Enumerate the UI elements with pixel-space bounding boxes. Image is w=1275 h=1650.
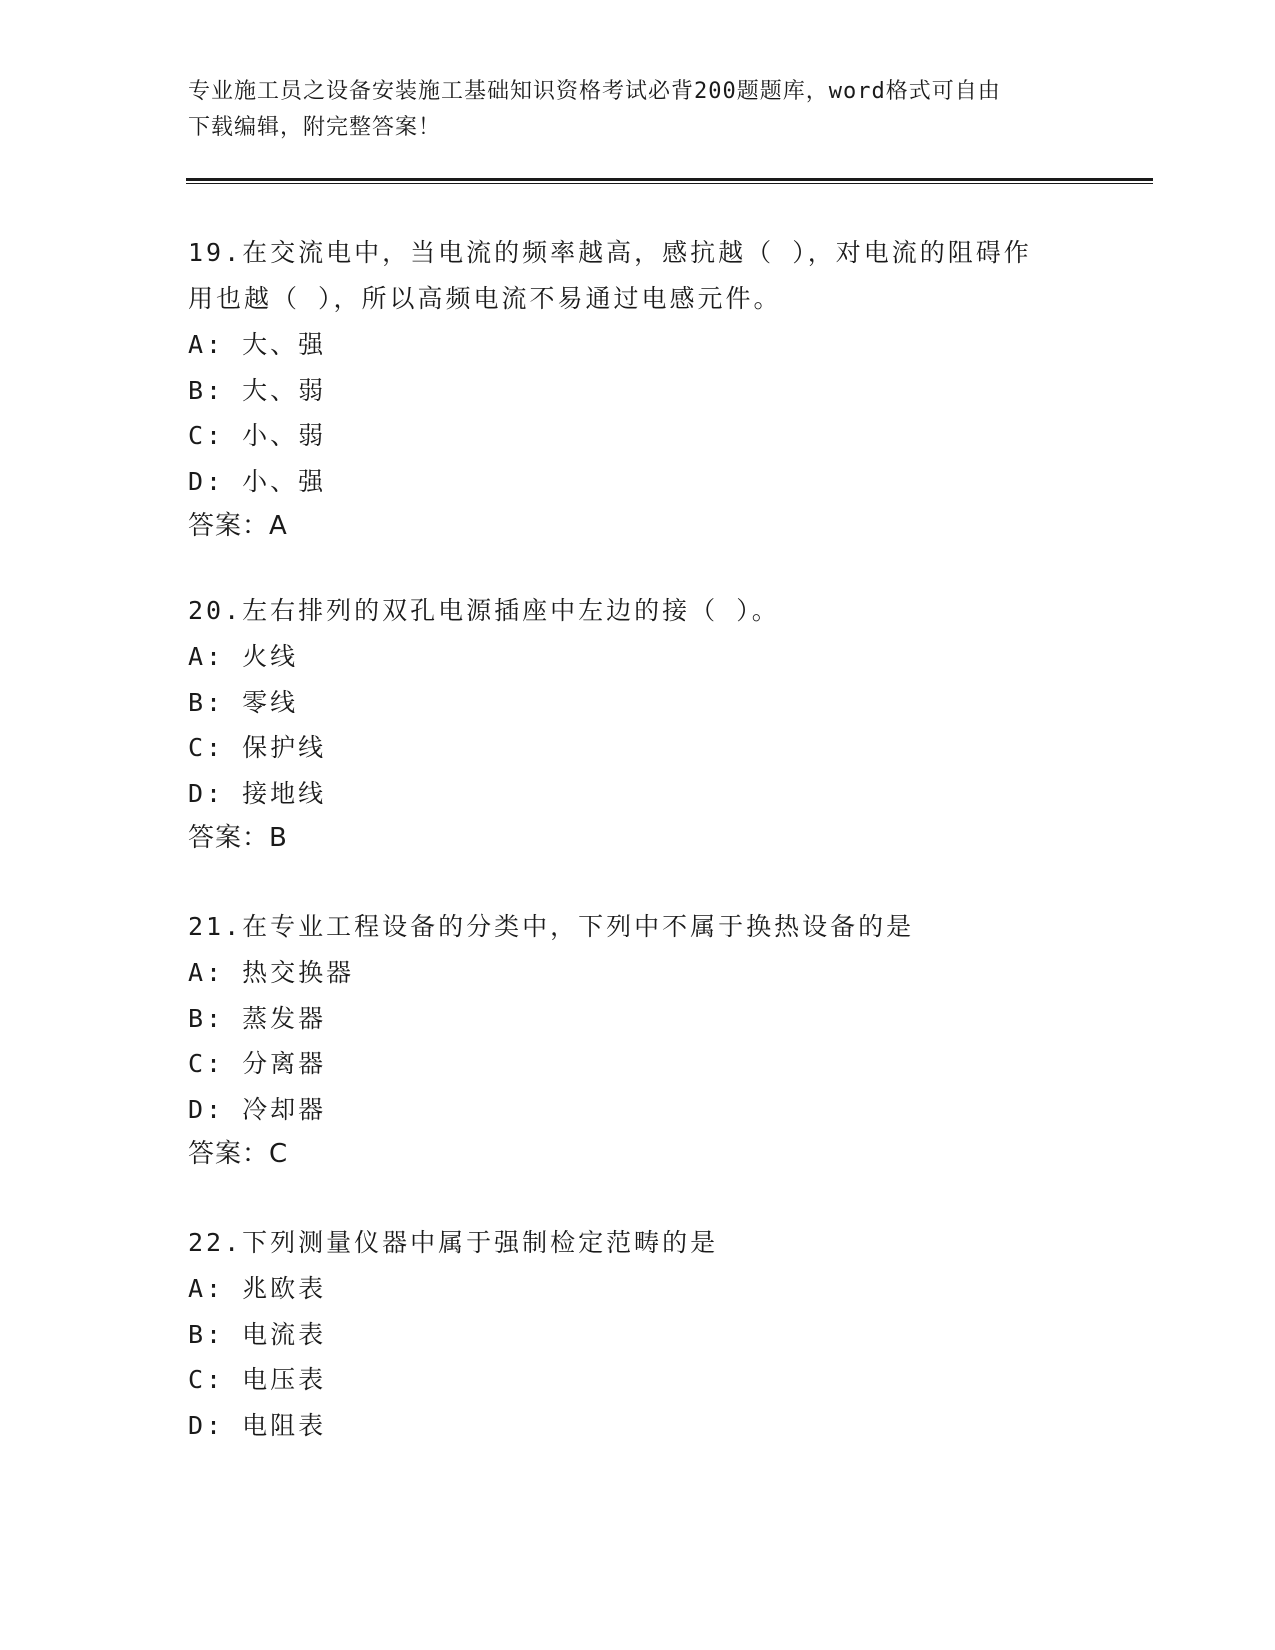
option-b: B: 零线 [188,687,299,717]
option-b: B: 蒸发器 [188,1003,327,1033]
header-line-1: 专业施工员之设备安装施工基础知识资格考试必背200题题库，word格式可自由 [188,79,1001,104]
option-c: C: 分离器 [188,1049,327,1078]
question-19 [188,230,1088,549]
option-a: A: 火线 [188,642,299,671]
header-divider-thin [186,183,1153,184]
question-text-line-1: 左右排列的双孔电源插座中左边的接（ ）。 [242,596,780,625]
question-number: 22. [188,1228,243,1257]
question-text [188,904,1088,950]
question-text [188,588,1088,634]
option-d: D: 小、强 [188,466,327,496]
option-c: C: 电压表 [188,1365,327,1394]
option-a: A: 热交换器 [188,958,355,987]
question-number: 20. [188,596,243,625]
header-line-2: 下载编辑，附完整答案！ [188,115,442,140]
option-c: C: 保护线 [188,733,327,762]
question-text [188,230,1088,276]
option-b: B: 电流表 [188,1319,327,1349]
question-number: 19. [188,238,243,267]
option-b: B: 大、弱 [188,375,327,405]
answer: 答案：A [188,511,288,541]
question-20 [188,588,1088,861]
question-text-line-1: 在专业工程设备的分类中，下列中不属于换热设备的是 [242,912,915,941]
question-number: 21. [188,912,243,941]
question-text-line-1: 在交流电中，当电流的频率越高，感抗越（ ），对电流的阻碍作 [242,238,1032,267]
option-c: C: 小、弱 [188,421,327,450]
answer: 答案：B [188,823,288,853]
question-22 [188,1220,1088,1448]
question-text-line-2: 用也越（ ），所以高频电流不易通过电感元件。 [188,284,782,313]
option-d: D: 接地线 [188,778,327,808]
option-d: D: 电阻表 [188,1410,327,1440]
option-a: A: 兆欧表 [188,1274,327,1303]
document-header [188,74,1088,146]
question-21 [188,904,1088,1177]
header-divider-thick [186,178,1153,181]
question-text [188,1220,1088,1266]
answer: 答案：C [188,1139,289,1169]
question-text-line-1: 下列测量仪器中属于强制检定范畴的是 [242,1228,719,1257]
option-d: D: 冷却器 [188,1094,327,1124]
option-a: A: 大、强 [188,330,327,359]
